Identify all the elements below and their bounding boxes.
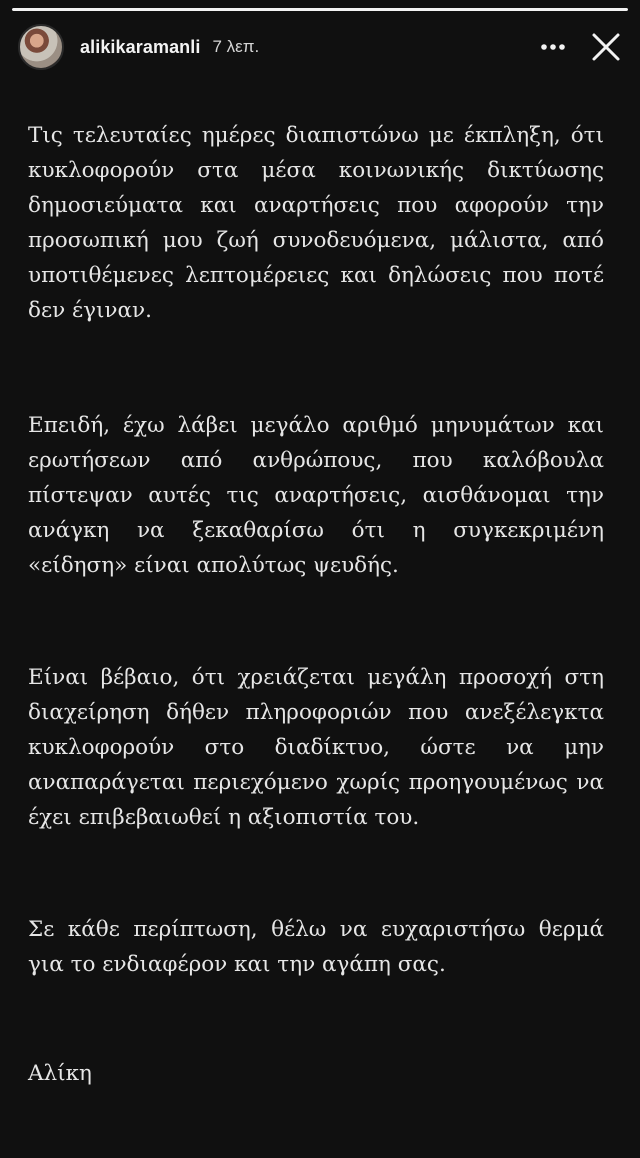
message-paragraph: Επειδή, έχω λάβει μεγάλο αριθμό μηνυμάτων και ερωτήσεων από ανθρώπους, που καλόβουλα πίστεψαν αυτές τις αναρτήσεις, αισθάνομαι την ανάγκη να ξεκαθαρίσω ότι η συγκεκριμένη «είδηση» είναι απολύτως ψευδής. [28,413,604,578]
story-progress-bar [12,8,628,11]
message-paragraph: Τις τελευταίες ημέρες διαπιστώνω με έκπληξη, ότι κυκλοφορούν στα μέσα κοινωνικής δικτύωσης δημοσιεύματα και αναρτήσεις που αφορούν την προσωπική μου ζωή συνοδευόμενα, μάλιστα, από υποτιθέμενες λεπτομέρειες και δηλώσεις που ποτέ δεν έγιναν. [28,123,604,323]
username[interactable]: alikikaramanli [80,36,201,57]
story-progress-fill [12,8,628,11]
post-time: 7 λεπ. [212,37,260,56]
story-header [18,22,626,72]
more-options-button[interactable] [536,30,570,64]
message-paragraph: Είναι βέβαιο, ότι χρειάζεται μεγάλη προσοχή στη διαχείρηση δήθεν πληροφοριών που ανεξέλεγκτα κυκλοφορούν στο διαδίκτυο, ώστε να μην αναπαράγεται περιεχόμενο χωρίς προηγουμένως να έχει επιβεβαιωθεί η αξιοπιστία του. [28,665,604,830]
close-icon [591,32,621,62]
signature: Αλίκη [28,1061,92,1086]
message-paragraph: Σε κάθε περίπτωση, θέλω να ευχαριστήσω θερμά για το ενδιαφέρον και την αγάπη σας. [28,917,604,977]
close-button[interactable] [586,27,626,67]
more-horizontal-icon [540,43,566,51]
profile-avatar[interactable] [18,24,64,70]
